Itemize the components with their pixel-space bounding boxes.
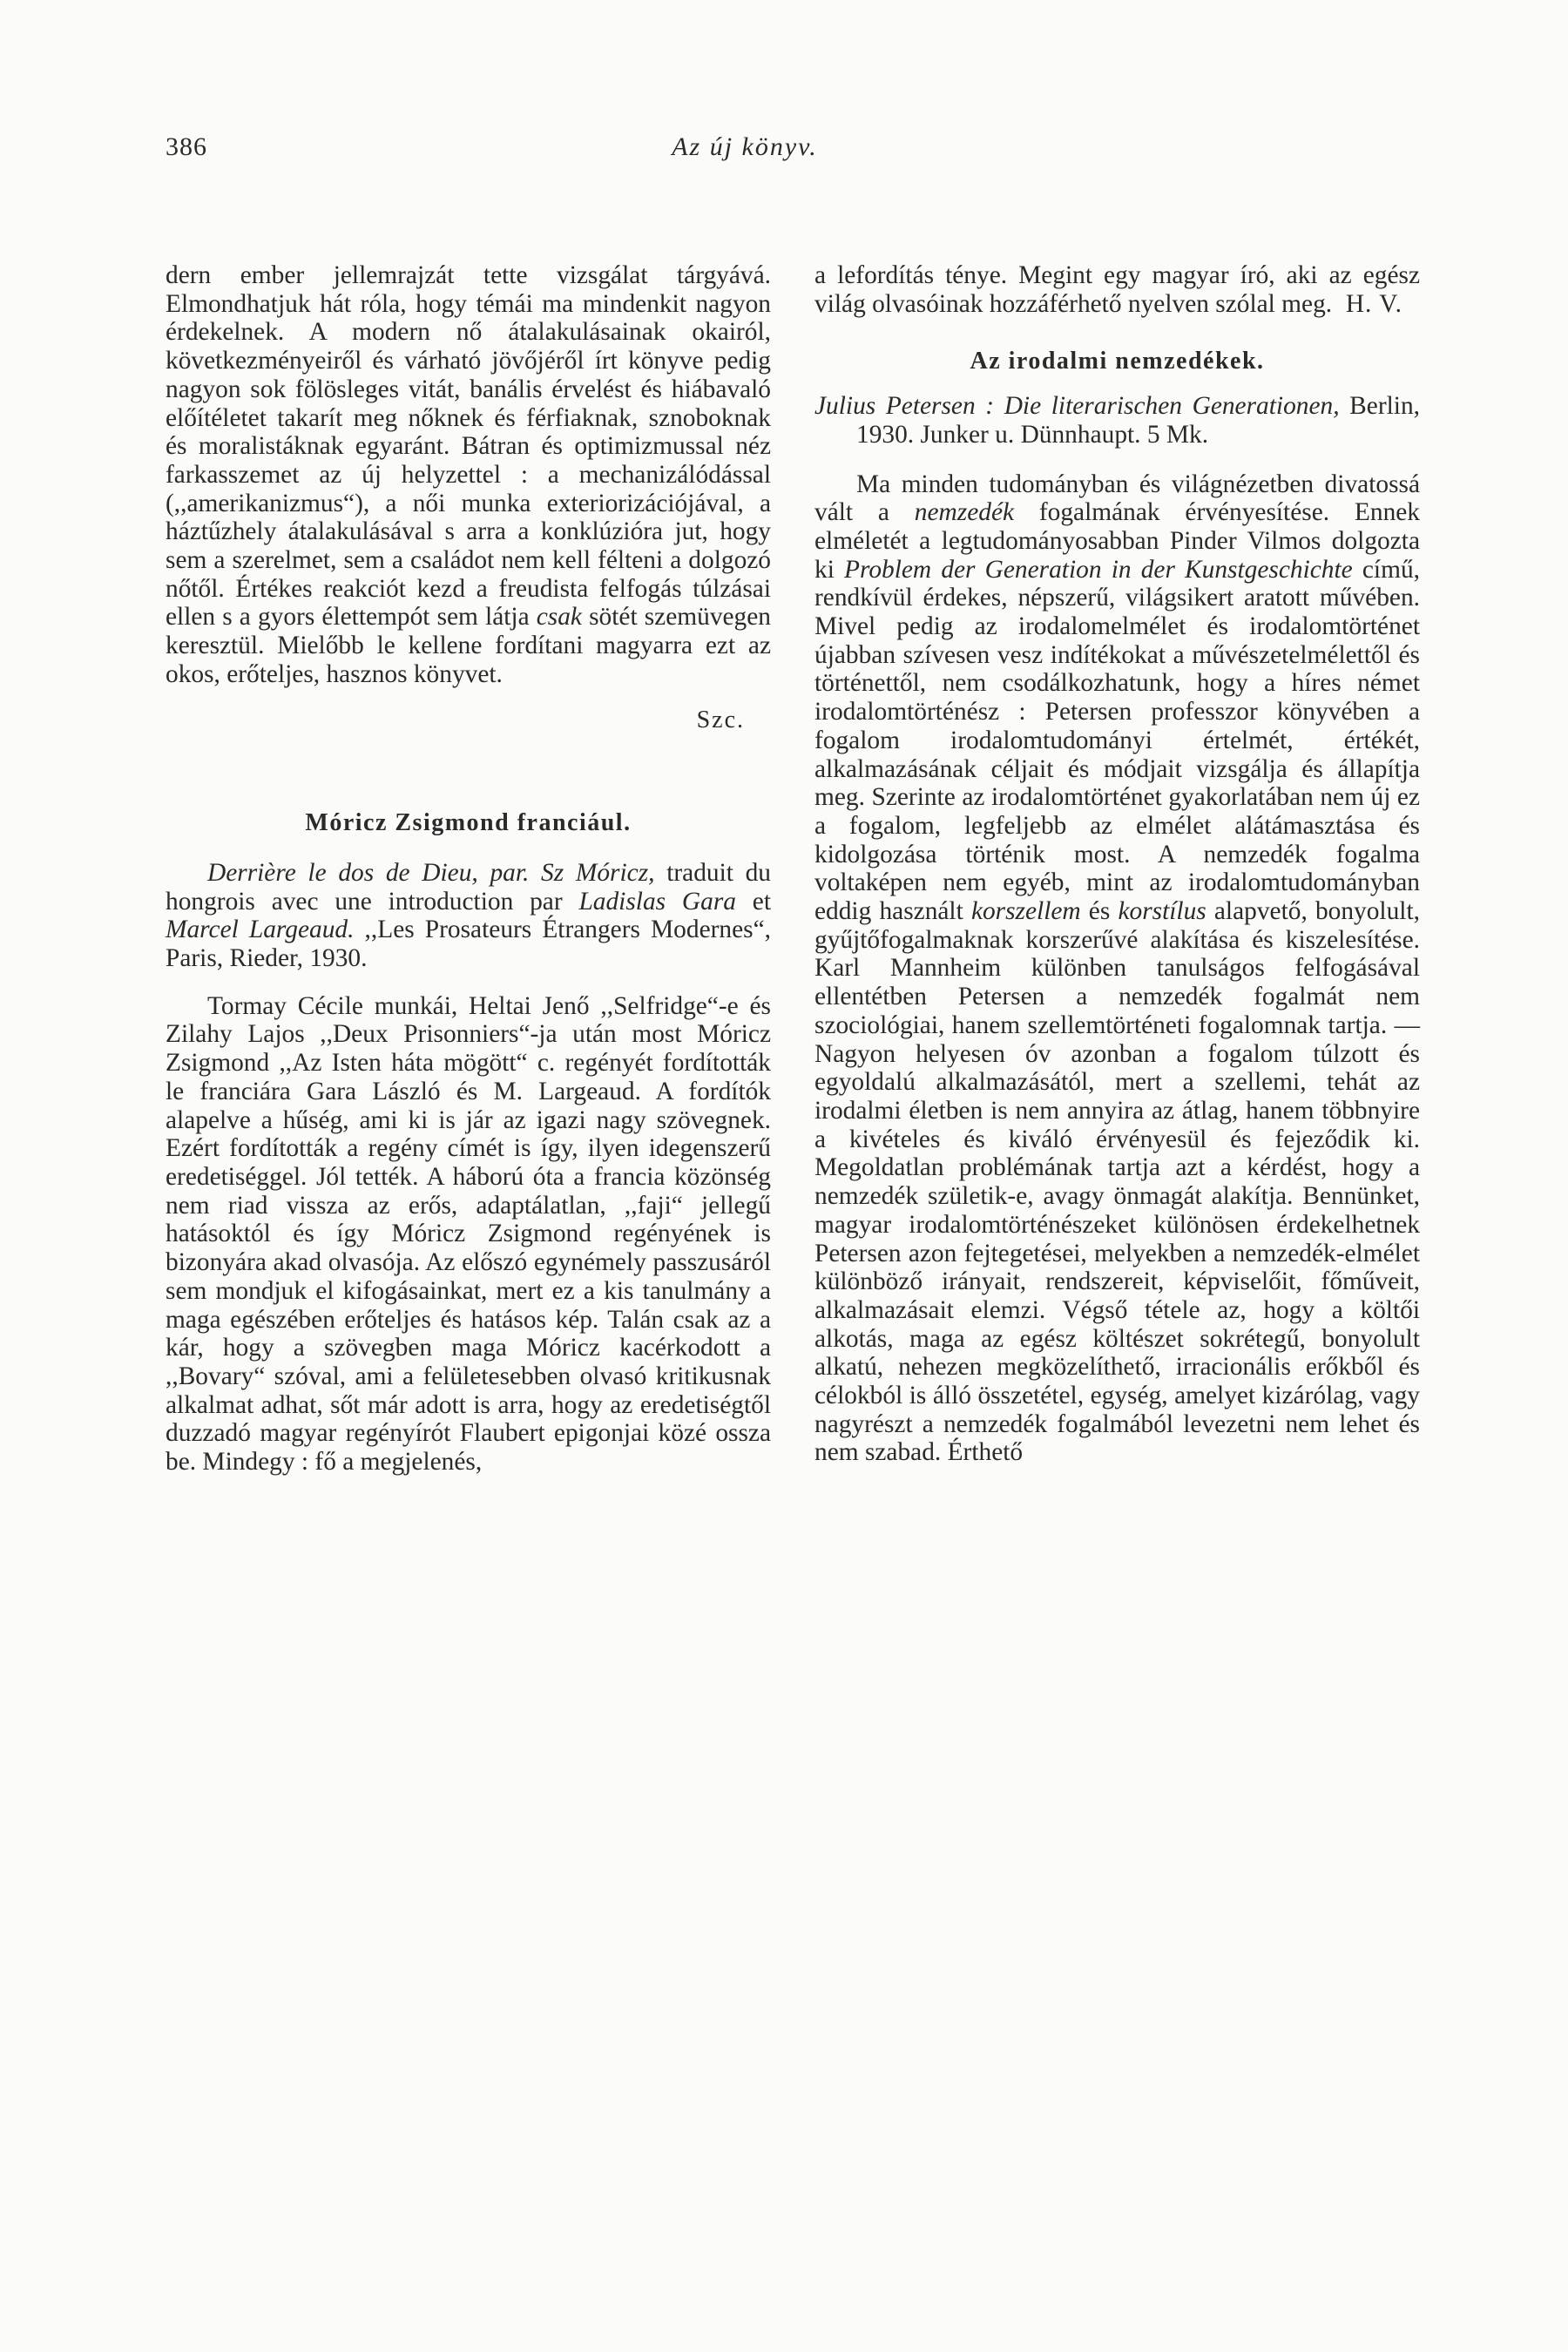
running-title: Az új könyv. [672, 132, 818, 161]
section-heading-moricz: Móricz Zsigmond franciául. [305, 809, 632, 837]
right-column [814, 261, 1420, 1467]
page-number: 386 [166, 132, 207, 161]
bibliographic-entry: Julius Petersen : Die literarischen Generationen, Berlin, 1930. Junker u. Dünnhaupt. 5 Mk. [814, 392, 1420, 449]
review-continuation-paragraph: dern ember jellemrajzát tette vizsgálat tárgyává. Elmondhatjuk hát róla, hogy témái ma mindenkit nagyon érdekelnek. A modern nő átalakulásainak okairól, következményeiről és várható jövőjéről írt könyve pedig nagyon sok fölösleges vitát, banális érvelést és hiábavaló előítéletet takarít meg nőknek és férfiaknak, sznoboknak és moralistáknak egyaránt. Bátran és optimizmussal néz farkasszemet az új helyzettel : a mechanizálódással (,,amerikanizmus“), a női munka exteriorizációjával, a háztűzhely átalakulásával s arra a konklúzióra jut, hogy sem a szerelmet, sem a családot nem kell félteni a dolgozó nőtől. Értékes reakciót kezd a freudista felfogás túlzásai ellen s a gyors élettempót sem látja csak sötét szemüvegen keresztül. Mielőbb le kellene fordítani magyarra ezt az okos, erőteljes, hasznos könyvet. [166, 261, 771, 688]
bibliographic-entry: Derrière le dos de Dieu, par. Sz Móricz, traduit du hongrois avec une introduction par Ladislas Gara et Marcel Largeaud. ,,Les Prosateurs Étrangers Modernes“, Paris, Rieder, 1930. [166, 858, 771, 973]
section-heading-nemzedekek: Az irodalmi nemzedékek. [970, 348, 1265, 375]
review-body-paragraph: Ma minden tudományban és világnézetben divatossá vált a nemzedék fogalmának érvényesítése. Ennek elméletét a legtudományosabban Pinder Vilmos dolgozta ki Problem der Generation in der Kunstgeschichte című, rendkívül érdekes, népszerű, világsikert aratott művében. Mivel pedig az irodalomelmélet és irodalomtörténet újabban szívesen vesz indítékokat a művészetelmélettől és történettől, nem csodálkozhatunk, hogy a híres német irodalomtörténész : Petersen professzor könyvében a fogalom irodalomtudományi értelmét, értékét, alkalmazásának céljait és módjait vizsgálja és állapítja meg. Szerinte az irodalomtörténet gyakorlatában nem új ez a fogalom, legfeljebb az elmélet alátámasztása és kidolgozása történik most. A nemzedék fogalma voltaképen nem egyéb, mint az irodalomtudományban eddig használt korszellem és korstílus alapvető, bonyolult, gyűjtőfogalmaknak korszerűvé alakítása és kiszelesítése. Karl Mannheim különben tanulságos felfogásával ellentétben Petersen a nemzedék fogalmát nem szociológiai, hanem szellemtörténeti fogalomnak tartja. — Nagyon helyesen óv azonban a fogalom túlzott és egyoldalú alkalmazásától, mert a szellemi, tehát az irodalmi életben is nem annyira az átlag, hanem többnyire a kivételes és kiváló érvényesül és fejeződik ki. Megoldatlan problémának tartja azt a kérdést, hogy a nemzedék születik-e, avagy önmagát alakítja. Bennünket, magyar irodalomtörténészeket különösen érdekelhetnek Petersen azon fejtegetései, melyekben a nemzedék-elmélet különböző irányait, rendszereit, képviselőit, főműveit, alkalmazásait elemzi. Végső tétele az, hogy a költői alkotás, maga az egész költészet sokrétegű, bonyolult alkatú, nehezen megközelíthető, irracionális erőkből és célokból is álló összetétel, egység, amelyet kizárólag, vagy nagyrészt a nemzedék fogalmából levezetni nem lehet és nem szabad. Érthető [814, 470, 1421, 1467]
reviewer-signature: H. V. [1345, 289, 1402, 318]
review-conclusion-paragraph: a lefordítás ténye. Megint egy magyar író, aki az egész világ olvasóinak hozzáférhető nyelven szólal meg. H. V. [814, 261, 1420, 318]
reviewer-signature: Szc. [696, 706, 745, 733]
running-head [166, 132, 1324, 167]
left-column [166, 261, 771, 1477]
review-body-paragraph: Tormay Cécile munkái, Heltai Jenő ,,Selfridge“-e és Zilahy Lajos ,,Deux Prisonniers“-ja után most Móricz Zsigmond ,,Az Isten háta mögött“ c. regényét fordították le franciára Gara László és M. Largeaud. A fordítók alapelve a hűség, ami ki is jár az igazi nagy szövegnek. Ezért fordították a regény címét is így, ilyen idegenszerű eredetiséggel. Jól tették. A háború óta a francia közönség nem riad vissza az erős, adaptálatlan, ,,faji“ jellegű hatásoktól és így Móricz Zsigmond regényének is bizonyára akad olvasója. Az előszó egynémely passzusáról sem mondjuk el kifogásainkat, mert ez a kis tanulmány a maga egészében erőteljes és hatásos kép. Talán csak az a kár, hogy a szövegben maga Móricz kacérkodott a ,,Bovary“ szóval, ami a felületesebben olvasó kritikusnak alkalmat adhat, sőt már adott is arra, hogy az eredetiségtől duzzadó magyar regényírót Flaubert epigonjai közé ossza be. Mindegy : fő a megjelenés, [166, 991, 771, 1477]
